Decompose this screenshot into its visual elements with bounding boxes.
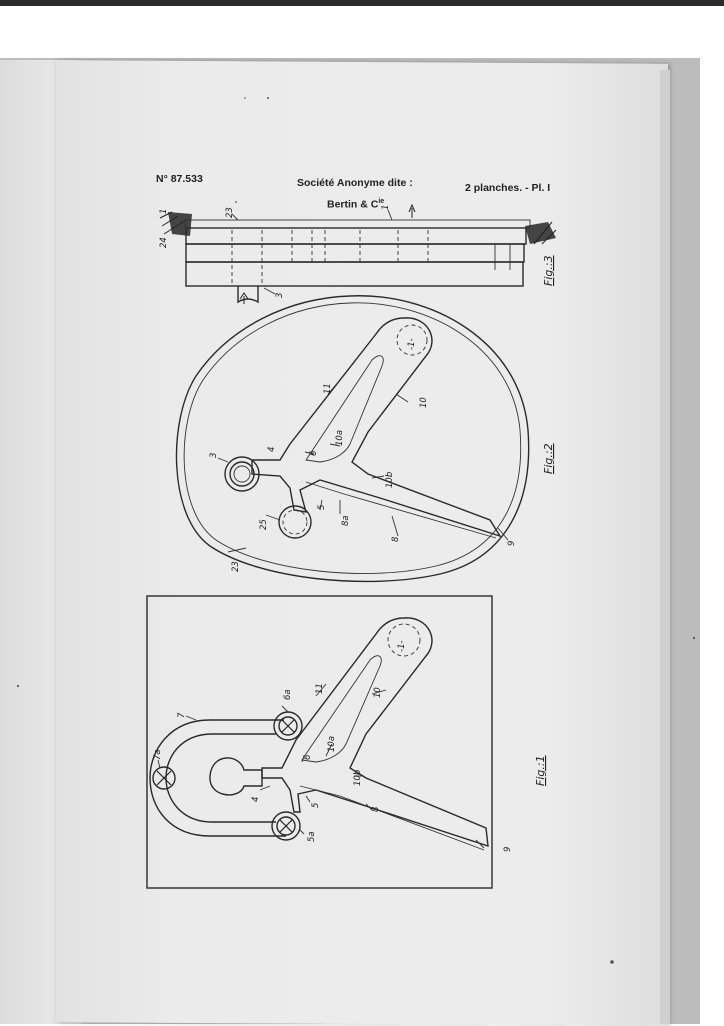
label-10b: 10b <box>353 769 363 786</box>
applicant-line-1: Société Anonyme dite : <box>297 177 413 189</box>
figure-1-frame <box>147 596 492 888</box>
middle-plate <box>186 244 524 262</box>
outlet-arrow <box>409 205 415 218</box>
label-3: 3 <box>209 452 219 458</box>
label-5: 5 <box>311 802 321 808</box>
label-25: 25 <box>259 519 269 530</box>
keyhole <box>210 758 262 795</box>
figure-2-caption: Fig.:2 <box>542 443 555 474</box>
scan-specks <box>17 97 695 964</box>
label-5a: 5a <box>307 831 317 842</box>
label-8: 8 <box>371 806 381 812</box>
label-1: -1- <box>397 640 407 652</box>
channel-branch <box>300 786 484 850</box>
label-4: 4 <box>267 446 277 452</box>
label-5: 5 <box>317 504 327 510</box>
label-6: 6 <box>303 754 313 760</box>
cushion-plate <box>186 228 526 244</box>
top-plate <box>185 220 530 228</box>
label-10: 10 <box>373 687 383 698</box>
label-7a: 7a <box>153 749 163 760</box>
label-9: 9 <box>507 540 517 546</box>
bottom-plate <box>186 262 523 286</box>
duct-7-inner <box>166 734 276 822</box>
applicant-name: Bertin & C <box>327 198 379 211</box>
sheet-count: 2 planches. - Pl. I <box>465 182 551 194</box>
figure-3-caption: Fig.:3 <box>542 255 555 286</box>
figure-1 <box>147 596 547 888</box>
figure-3 <box>159 205 556 304</box>
label-8a: 8a <box>341 515 351 526</box>
label-24: 24 <box>159 237 169 248</box>
label-1: -1- <box>407 338 417 350</box>
label-1: 1 <box>381 204 391 210</box>
label-7: 7 <box>177 712 187 718</box>
port-3-core <box>234 466 250 482</box>
label-10a: 10a <box>327 735 337 752</box>
figure-1-caption: Fig.:1 <box>534 755 547 786</box>
fig1-leaders <box>158 684 484 848</box>
label-11: 11 <box>323 383 333 394</box>
channel-lines <box>232 230 428 286</box>
label-11: 11 <box>315 683 325 694</box>
label-4: 4 <box>251 796 261 802</box>
valve-6a <box>274 712 302 740</box>
label-3: 3 <box>275 292 285 298</box>
label-8: 8 <box>391 536 401 542</box>
channel-island <box>302 656 381 762</box>
label-10: 10 <box>419 397 429 408</box>
label-23: 23 <box>231 561 241 572</box>
label-1-top: 1 <box>159 208 169 214</box>
applicant-suffix: ie <box>378 198 385 205</box>
patent-number: N° 87.533 <box>156 173 203 185</box>
label-9: 9 <box>503 846 513 852</box>
port-25-inner <box>283 510 307 534</box>
label-10b: 10b <box>385 471 395 488</box>
label-23: 23 <box>225 207 235 218</box>
label-6a: 6a <box>283 689 293 700</box>
inlet-pipe <box>238 286 258 302</box>
channel-branch <box>306 482 496 538</box>
figure-2 <box>176 296 555 582</box>
label-10a: 10a <box>335 429 345 446</box>
valve-7a <box>153 767 175 789</box>
wall-left <box>160 212 192 236</box>
label-6: 6 <box>309 450 319 456</box>
